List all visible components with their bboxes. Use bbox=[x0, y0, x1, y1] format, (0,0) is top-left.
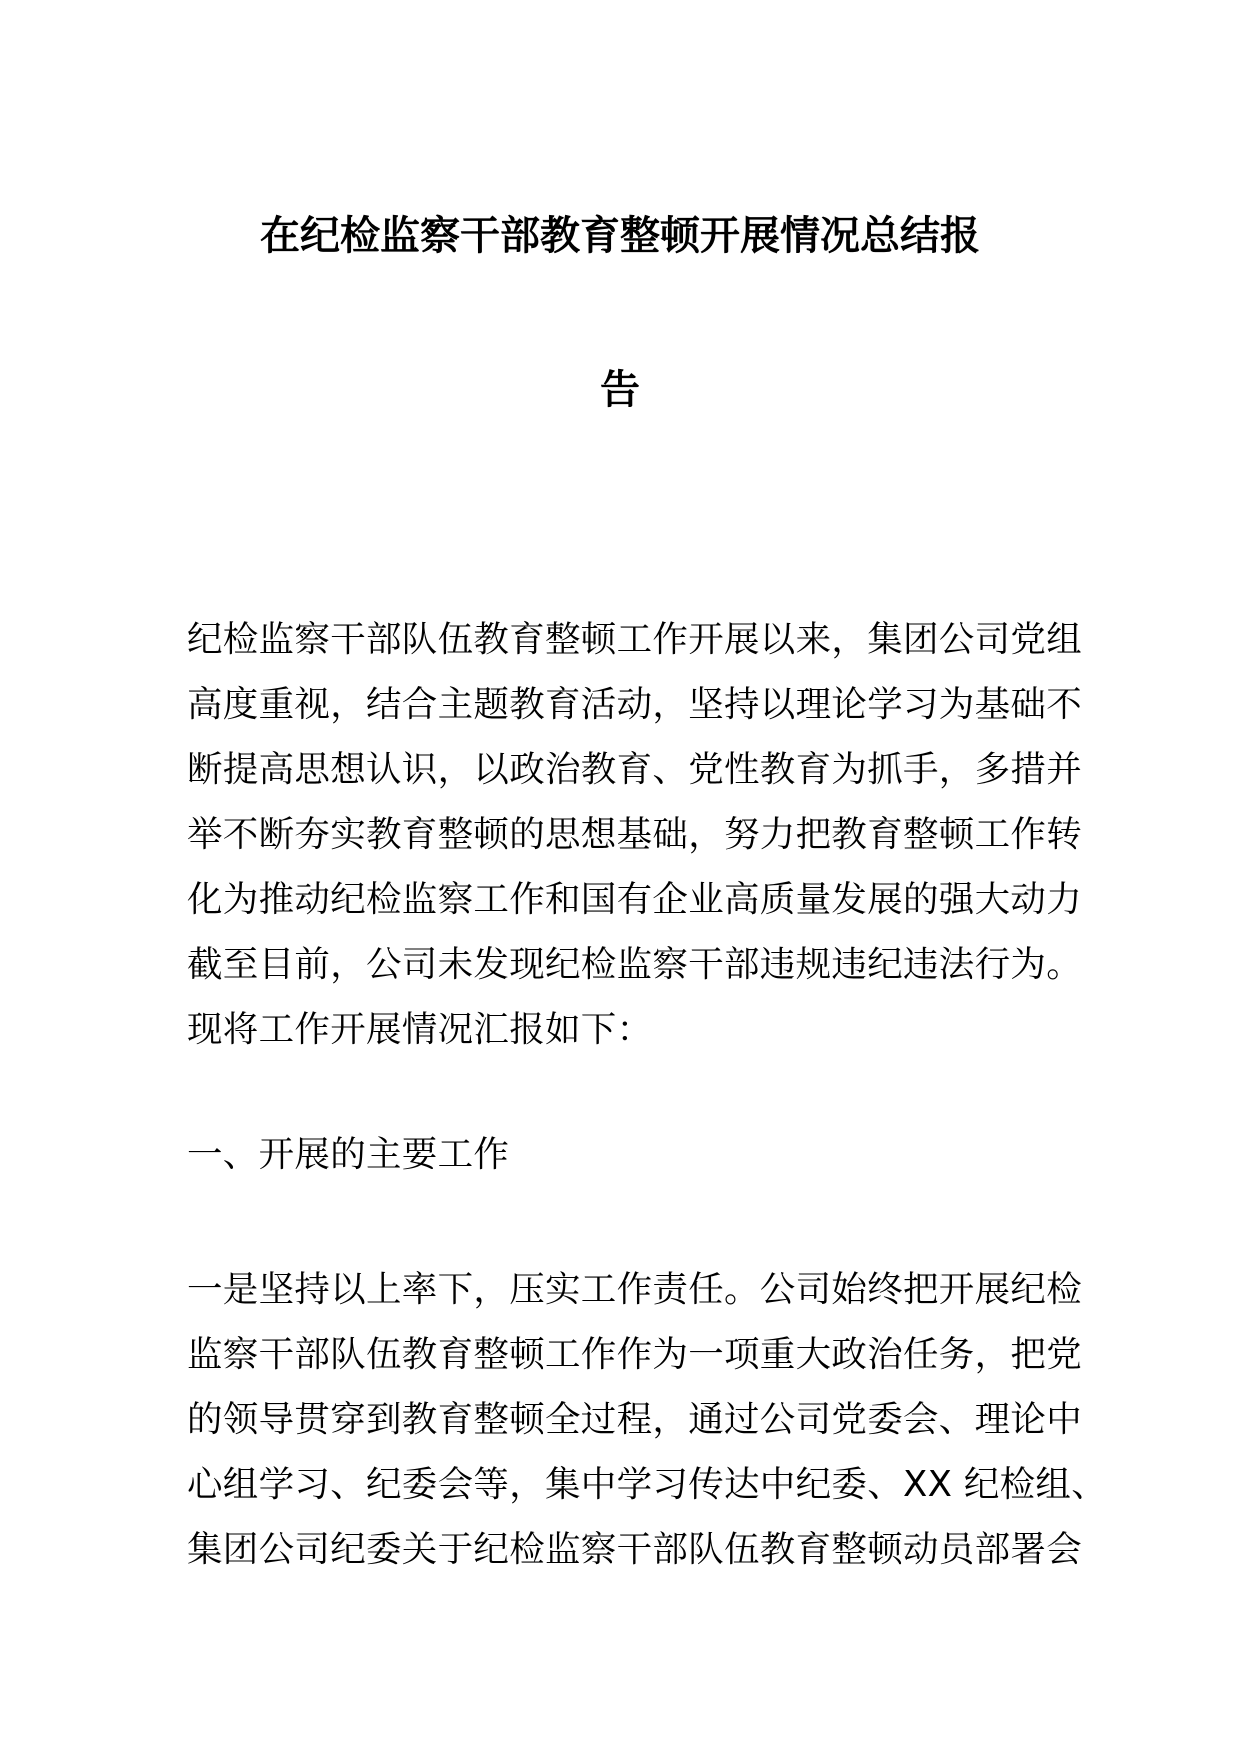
paragraph-line: 监察干部队伍教育整顿工作作为一项重大政治任务，把党 bbox=[187, 1334, 1083, 1375]
section-heading: 一、开展的主要工作 bbox=[187, 1134, 510, 1175]
paragraph-line: 心组学习、纪委会等，集中学习传达中纪委、XX 纪检组、 bbox=[187, 1464, 1108, 1505]
paragraph-line: 断提高思想认识，以政治教育、党性教育为抓手，多措并 bbox=[187, 749, 1083, 790]
document-title-line-1: 在纪检监察干部教育整顿开展情况总结报 bbox=[260, 213, 980, 259]
paragraph-line: 一是坚持以上率下，压实工作责任。公司始终把开展纪检 bbox=[187, 1269, 1083, 1310]
paragraph-line: 纪检监察干部队伍教育整顿工作开展以来，集团公司党组 bbox=[187, 619, 1083, 660]
paragraph-line: 化为推动纪检监察工作和国有企业高质量发展的强大动力 bbox=[187, 879, 1083, 920]
paragraph-line: 截至目前，公司未发现纪检监察干部违规违纪违法行为。 bbox=[187, 944, 1083, 985]
paragraph-line: 举不断夯实教育整顿的思想基础，努力把教育整顿工作转 bbox=[187, 814, 1083, 855]
document-title-line-2: 告 bbox=[600, 367, 640, 413]
paragraph-line: 高度重视，结合主题教育活动，坚持以理论学习为基础不 bbox=[187, 684, 1083, 725]
paragraph-line: 现将工作开展情况汇报如下： bbox=[187, 1009, 653, 1050]
paragraph-line: 集团公司纪委关于纪检监察干部队伍教育整顿动员部署会 bbox=[187, 1529, 1083, 1570]
paragraph-line: 的领导贯穿到教育整顿全过程，通过公司党委会、理论中 bbox=[187, 1399, 1083, 1440]
